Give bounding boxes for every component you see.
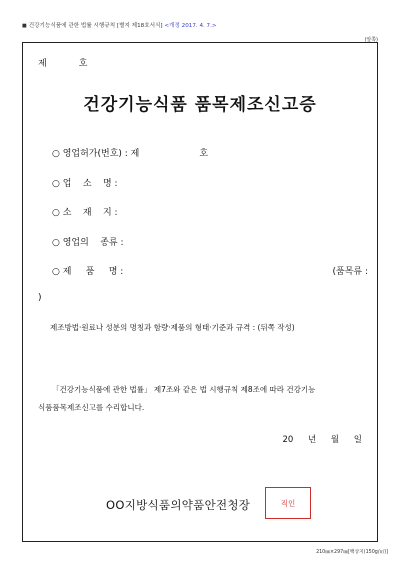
law-reference: 건강기능식품에 관한 법률 시행규칙 [별지 제18호서식] [28,23,163,29]
statement-line-2: 식품품목제조신고를 수리합니다. [38,403,145,412]
revision-date: <개정 2017. 4. 7.> [164,23,217,29]
license-number-suffix: 호 [199,149,209,159]
top-note [22,21,217,29]
certificate-number-suffix: 호 [78,59,88,69]
square-bullet-icon: ■ [22,23,27,29]
statement-line-1: 「건강기능식품에 관한 법률」 제7조와 같은 법 시행규칙 제8조에 따라 건강기능 [52,385,316,394]
product-name-field: ○ 제 품 명 : [52,267,124,277]
license-number-field [52,146,208,159]
location-field: ○ 소 재 지 : [52,208,118,218]
certificate-number-prefix: 제 [38,59,47,69]
issue-date: 20 년 월 일 [282,435,362,445]
manufacturing-method-line: 제조방법·원료나 성분의 명칭과 함량·제품의 형태·기준과 규격 : (뒤쪽 작성) [50,323,295,332]
document-title: 건강기능식품 품목제조신고증 [83,95,317,115]
issuer-name: OO지방식품의약품안전청장 [106,498,251,512]
official-seal-box [265,487,311,519]
product-category-close: ) [38,293,42,303]
seal-label: 직인 [280,498,296,508]
certificate-frame [22,42,378,542]
business-type-field: ○ 영업의 종류 : [52,238,124,248]
certificate-number [38,56,87,69]
business-name-field: ○ 업 소 명 : [52,179,118,189]
paper-size-note: 210㎜×297㎜[백상지(150g/㎡)] [316,550,388,555]
product-category-label: (품목류 : [332,267,368,277]
license-number-label: ○ 영업허가(번호) : 제 [52,149,140,159]
page-side-label: (앞쪽) [364,37,378,43]
